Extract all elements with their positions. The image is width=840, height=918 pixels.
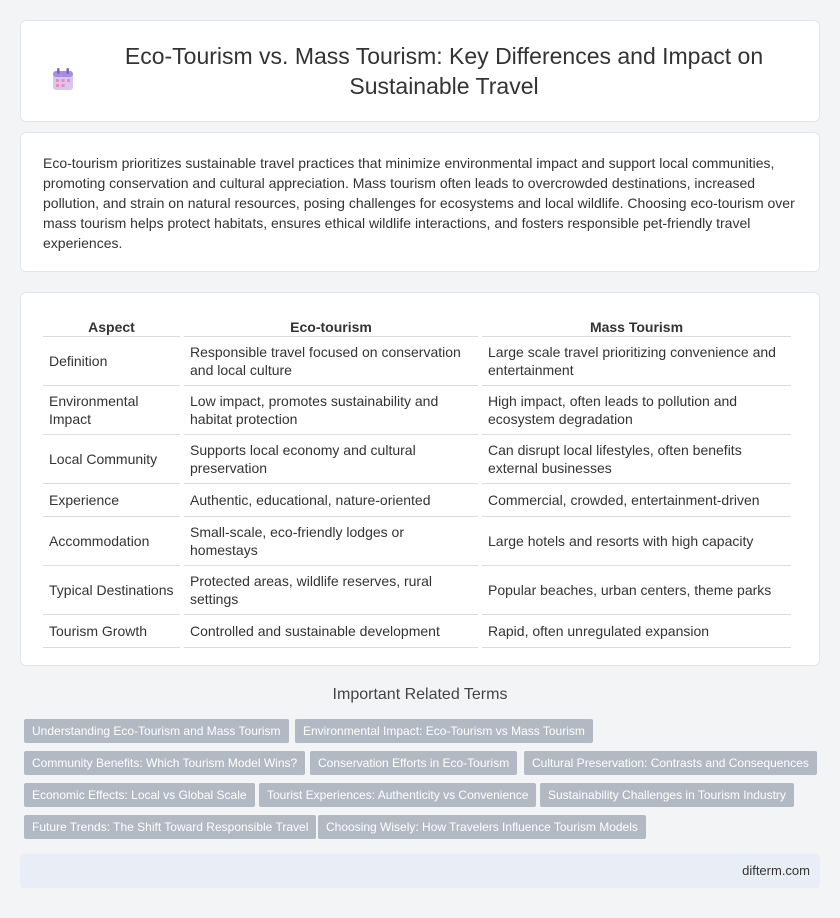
cell-aspect: Experience [43,484,180,517]
intro-paragraph: Eco-tourism prioritizes sustainable travel practices that minimize environmental impact and support local communities, promoting conservation and cultural appreciation. Mass tourism often leads to overcrowded destinations, increased pollution, and strain on natural resources, posing challenges for ecosystems and local wildlife. Choosing eco-tourism over mass tourism helps protect habitats, ensures ethical wildlife interactions, and fosters responsible pet-friendly travel experiences. [43,155,795,251]
cell-mass: High impact, often leads to pollution and ecosystem degradation [482,386,791,435]
table-row [43,386,791,435]
cell-aspect: Environmental Impact [43,386,180,435]
header-aspect: Aspect [43,315,180,337]
table-row [43,484,791,517]
related-term-link[interactable]: Cultural Preservation: Contrasts and Consequences [524,751,817,775]
cell-mass: Can disrupt local lifestyles, often benefits external businesses [482,435,791,484]
intro-card [20,132,820,272]
cell-aspect: Accommodation [43,517,180,566]
site-link[interactable]: difterm.com [742,863,810,878]
related-terms-heading: Important Related Terms [332,686,508,703]
page-title: Eco-Tourism vs. Mass Tourism: Key Differences and Impact on Sustainable Travel [124,43,764,99]
cell-eco: Small-scale, eco-friendly lodges or homestays [184,517,478,566]
header-mass-tourism: Mass Tourism [482,315,791,337]
related-term-link[interactable]: Environmental Impact: Eco-Tourism vs Mass Tourism [295,719,593,743]
related-term-link[interactable]: Future Trends: The Shift Toward Responsible Travel [24,815,316,839]
cell-aspect: Definition [43,337,180,386]
cell-eco: Low impact, promotes sustainability and habitat protection [184,386,478,435]
table-row [43,615,791,648]
cell-mass: Large scale travel prioritizing convenience and entertainment [482,337,791,386]
related-term-link[interactable]: Tourist Experiences: Authenticity vs Convenience [259,783,536,807]
cell-mass: Rapid, often unregulated expansion [482,615,791,648]
cell-eco: Responsible travel focused on conservation and local culture [184,337,478,386]
related-term-link[interactable]: Community Benefits: Which Tourism Model Wins? [24,751,305,775]
table-row [43,435,791,484]
table-row [43,337,791,386]
cell-eco: Authentic, educational, nature-oriented [184,484,478,517]
related-term-link[interactable]: Sustainability Challenges in Tourism Industry [540,783,794,807]
related-term-link[interactable]: Understanding Eco-Tourism and Mass Tourism [24,719,289,743]
footer [20,854,820,888]
cell-aspect: Tourism Growth [43,615,180,648]
cell-mass: Large hotels and resorts with high capacity [482,517,791,566]
comparison-table-card [20,292,820,666]
comparison-table [39,315,795,648]
cell-eco: Controlled and sustainable development [184,615,478,648]
cell-mass: Popular beaches, urban centers, theme parks [482,566,791,615]
cell-eco: Supports local economy and cultural preservation [184,435,478,484]
table-row [43,566,791,615]
header-card [20,20,820,122]
related-term-link[interactable]: Economic Effects: Local vs Global Scale [24,783,255,807]
calendar-icon [51,67,77,93]
cell-mass: Commercial, crowded, entertainment-driven [482,484,791,517]
related-term-link[interactable]: Choosing Wisely: How Travelers Influence Tourism Models [318,815,646,839]
header-eco-tourism: Eco-tourism [184,315,478,337]
related-term-link[interactable]: Conservation Efforts in Eco-Tourism [310,751,517,775]
cell-aspect: Local Community [43,435,180,484]
cell-aspect: Typical Destinations [43,566,180,615]
table-row [43,517,791,566]
cell-eco: Protected areas, wildlife reserves, rural settings [184,566,478,615]
